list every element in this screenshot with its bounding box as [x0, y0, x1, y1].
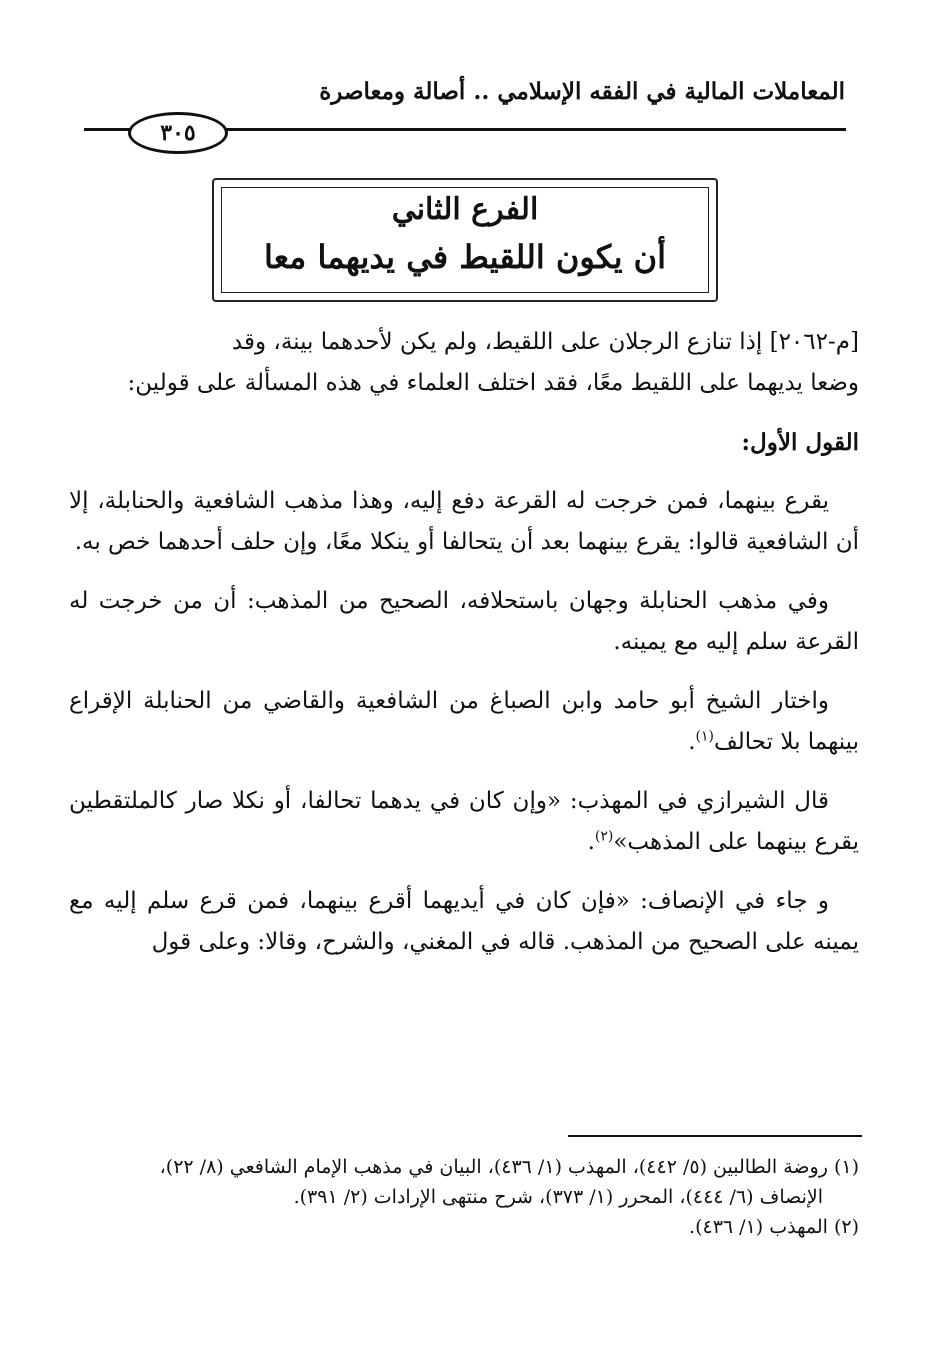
body-text [69, 322, 859, 963]
footnote-ref-2[interactable]: (٢) [594, 828, 614, 845]
section-title-subject: أن يكون اللقيط في يديهما معا [263, 238, 667, 276]
running-header-title: المعاملات المالية في الفقه الإسلامي .. أصالة ومعاصرة [319, 78, 845, 105]
paragraph-shirazi-quote-text: قال الشيرازي في المهذب: «وإن كان في يدهما تحالفا، أو نكلا صار كالملتقطين يقرع بينهما على المذهب» [69, 788, 859, 855]
section-title-branch: الفرع الثاني [391, 192, 539, 227]
paragraph-shirazi-quote [69, 781, 859, 863]
paragraph-chosen-view [69, 681, 859, 763]
section-title-box [212, 178, 718, 302]
page-number: ٣٠٥ [128, 112, 228, 154]
paragraph-chosen-view-end: . [688, 729, 696, 755]
paragraph-intro-line-2: وضعا يديهما على اللقيط معًا، فقد اختلف العلماء في هذه المسألة على قولين: [127, 370, 859, 396]
footnotes [59, 1152, 859, 1242]
subheading-first-opinion: القول الأول: [741, 429, 859, 456]
footnote-separator [568, 1135, 862, 1137]
paragraph-hanbali-view: وفي مذهب الحنابلة وجهان باستحلافه، الصحيح من المذهب: أن من خرجت له القرعة سلم إليه مع يمينه. [69, 588, 859, 655]
paragraph-first-opinion: يقرع بينهما، فمن خرجت له القرعة دفع إليه، وهذا مذهب الشافعية والحنابلة، إلا أن الشافعية قالوا: يقرع بينهما بعد أن يتحالفا أو ينكلا معًا، وإن حلف أحدهما خص به. [69, 488, 859, 555]
paragraph-intro-line-1: [م-٢٠٦٢] إذا تنازع الرجلان على اللقيط، ولم يكن لأحدهما بينة، وقد [231, 329, 859, 355]
footnote-2: (٢) المهذب (١/ ٤٣٦). [689, 1216, 859, 1238]
footnote-1-line-1: (١) روضة الطالبين (٥/ ٤٤٢)، المهذب (١/ ٤٣٦)، البيان في مذهب الإمام الشافعي (٨/ ٢٢)، [159, 1156, 859, 1178]
paragraph-shirazi-quote-end: . [587, 829, 595, 855]
paragraph-chosen-view-text: واختار الشيخ أبو حامد وابن الصباغ من الشافعية والقاضي من الحنابلة الإقراع بينهما بلا تحالف [69, 688, 859, 755]
footnote-1-line-2: الإنصاف (٦/ ٤٤٤)، المحرر (١/ ٣٧٣)، شرح منتهى الإرادات (٢/ ٣٩١). [293, 1186, 823, 1208]
paragraph-insaf-quote: و جاء في الإنصاف: «فإن كان في أيديهما أقرع بينهما، فمن قرع سلم إليه مع يمينه على الصحيح من المذهب. قاله في المغني، والشرح، وقالا: وعلى قول [69, 888, 859, 955]
footnote-ref-1[interactable]: (١) [695, 728, 714, 745]
